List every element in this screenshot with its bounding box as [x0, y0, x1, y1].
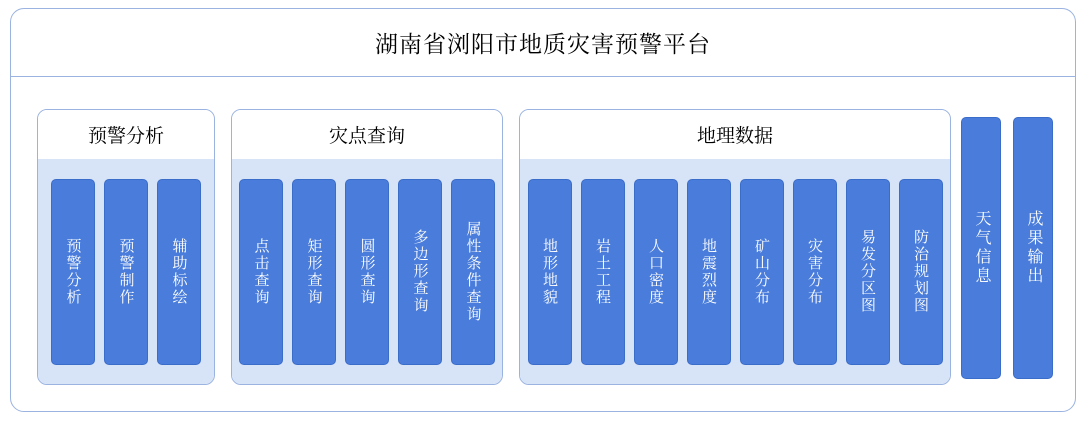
item-chip[interactable]: 圆形查询: [345, 179, 389, 365]
item-chip[interactable]: 防治规划图: [899, 179, 943, 365]
item-chip[interactable]: 多边形查询: [398, 179, 442, 365]
group-title: 地理数据: [520, 110, 950, 159]
item-chip[interactable]: 灾害分布: [793, 179, 837, 365]
item-chip[interactable]: 矿山分布: [740, 179, 784, 365]
group-items: [520, 159, 950, 384]
page-title: 湖南省浏阳市地质灾害预警平台: [11, 9, 1075, 77]
group-title: 灾点查询: [232, 110, 502, 159]
group-items: [38, 159, 214, 384]
item-chip[interactable]: 辅助标绘: [157, 179, 201, 365]
group-title: 预警分析: [38, 110, 214, 159]
module-result-output[interactable]: 成果输出: [1013, 117, 1053, 379]
item-chip[interactable]: 矩形查询: [292, 179, 336, 365]
item-chip[interactable]: 岩土工程: [581, 179, 625, 365]
item-chip[interactable]: 点击查询: [239, 179, 283, 365]
group-geographic-data: [519, 109, 951, 385]
item-chip[interactable]: 地形地貌: [528, 179, 572, 365]
item-chip[interactable]: 易发分区图: [846, 179, 890, 365]
item-chip[interactable]: 预警分析: [51, 179, 95, 365]
item-chip[interactable]: 人口密度: [634, 179, 678, 365]
group-warning-analysis: [37, 109, 215, 385]
item-chip[interactable]: 地震烈度: [687, 179, 731, 365]
group-disaster-point-query: [231, 109, 503, 385]
item-chip[interactable]: 预警制作: [104, 179, 148, 365]
platform-container: [10, 8, 1076, 412]
group-row: [11, 77, 1075, 413]
group-items: [232, 159, 502, 384]
module-weather-info[interactable]: 天气信息: [961, 117, 1001, 379]
item-chip[interactable]: 属性条件查询: [451, 179, 495, 365]
